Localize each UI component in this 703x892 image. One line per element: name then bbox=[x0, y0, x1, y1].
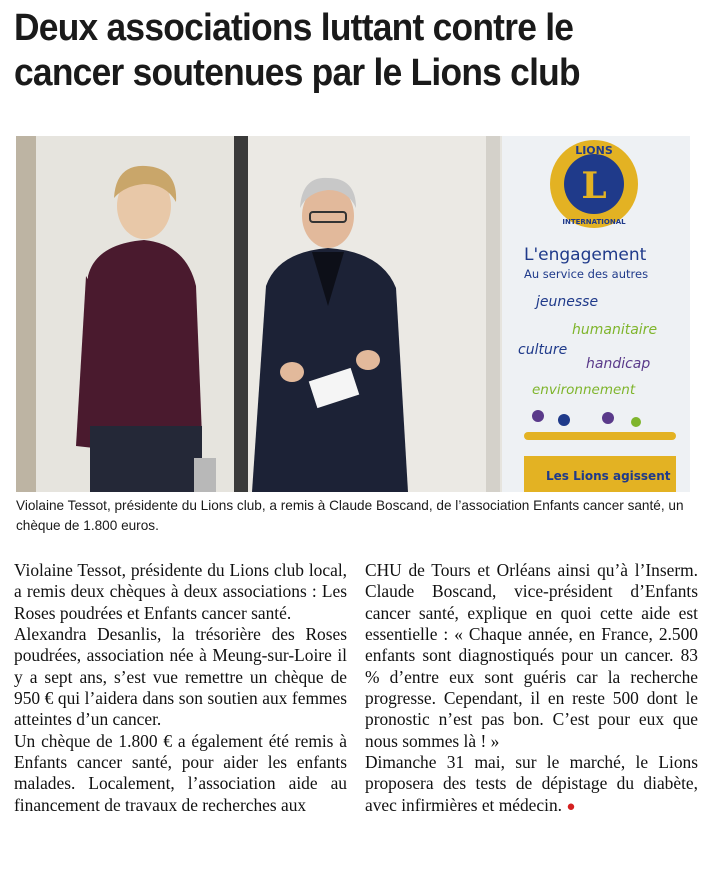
paragraph: Violaine Tessot, présidente du Lions club local, a remis deux chèques à deux associations : Les Roses poudrées et Enfants cancer santé. bbox=[14, 560, 347, 623]
banner-word-5: environnement bbox=[532, 382, 636, 398]
article-photo bbox=[16, 136, 690, 492]
banner-word-3: culture bbox=[518, 342, 568, 358]
article-column-2 bbox=[365, 560, 698, 818]
banner-bottom-text: Les Lions agissent bbox=[546, 469, 671, 483]
lions-banner bbox=[502, 136, 690, 492]
paragraph: CHU de Tours et Orléans ainsi qu’à l’Inserm. Claude Boscand, vice-président d’Enfants cancer santé, explique en quoi cette aide est essentielle : « Chaque année, en France, 2.500 enfants sont diagnostiqués pour un cancer. 83 % d’entre eux sont guéris car la recherche progresse. Cependant, il en reste 500 dont le pronostic n’est pas bon. C’est pour eux que nous sommes là ! » bbox=[365, 560, 698, 751]
photo-illustration bbox=[16, 136, 690, 492]
banner-word-1: jeunesse bbox=[536, 294, 599, 310]
banner-word-2: humanitaire bbox=[572, 322, 658, 338]
paragraph-text: Dimanche 31 mai, sur le marché, le Lions proposera des tests de dépistage du diabète, avec infirmières et médecin. bbox=[365, 752, 698, 815]
logo-letter: L bbox=[581, 165, 607, 207]
end-mark-icon: ● bbox=[566, 798, 576, 815]
logo-text: LIONS bbox=[575, 144, 613, 157]
paragraph: Un chèque de 1.800 € a également été remis à Enfants cancer santé, pour aider les enfants malades. Localement, l’association aide au financement de travaux de recherches aux bbox=[14, 730, 347, 815]
headline: Deux associations luttant contre le cancer soutenues par le Lions club bbox=[14, 7, 580, 94]
logo-ring-text: INTERNATIONAL bbox=[562, 218, 626, 226]
banner-subtitle: Au service des autres bbox=[524, 267, 649, 281]
photo-caption: Violaine Tessot, présidente du Lions club, a remis à Claude Boscand, de l’association Enfants cancer santé, un chèque de 1.800 euros. bbox=[16, 498, 684, 533]
article-column-1 bbox=[14, 560, 347, 816]
banner-word-4: handicap bbox=[586, 356, 651, 372]
paragraph-last bbox=[365, 752, 698, 818]
paragraph: Alexandra Desanlis, la trésorière des Roses poudrées, association née à Meung-sur-Loire il y a sept ans, s’est vue remettre un chèque de 950 € qui l’aidera dans son soutien aux femmes atteintes d’un cancer. bbox=[14, 624, 347, 730]
banner-title: L'engagement bbox=[524, 245, 647, 265]
